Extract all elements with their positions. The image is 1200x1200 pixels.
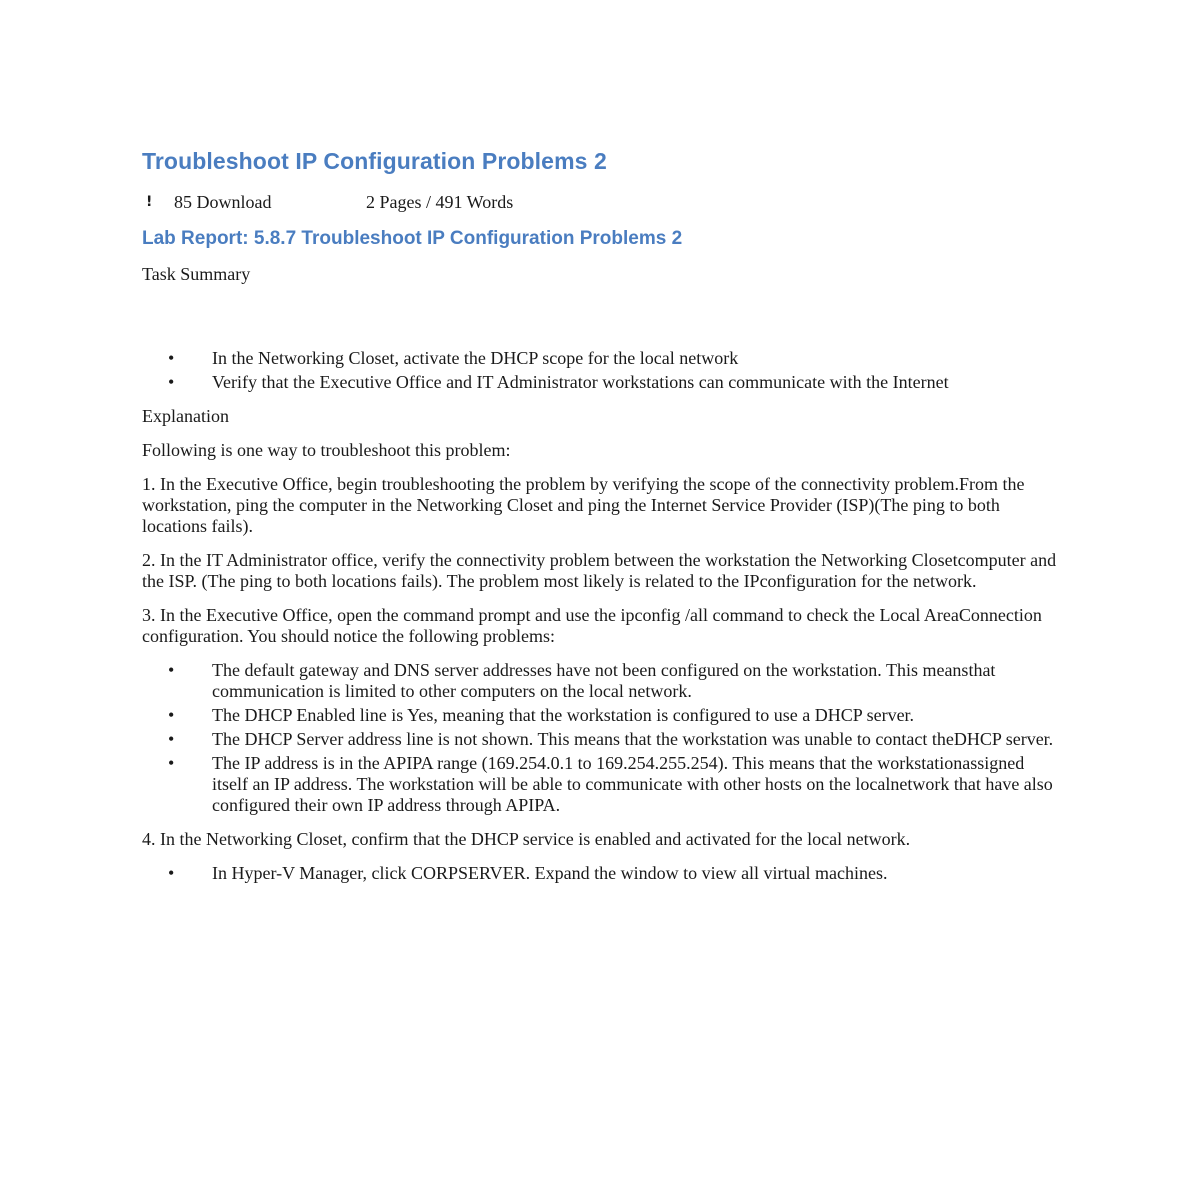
- step-4-paragraph: 4. In the Networking Closet, confirm that the DHCP service is enabled and activated for the local network.: [142, 829, 911, 849]
- list-item-text: The default gateway and DNS server addresses have not been configured on the workstation. This meansthat communication is limited to other computers on the local network.: [212, 660, 996, 701]
- list-item: [142, 863, 1062, 884]
- explanation-heading: Explanation: [142, 406, 229, 426]
- list-item: [142, 705, 1062, 726]
- list-item-text: The DHCP Server address line is not shown. This means that the workstation was unable to contact theDHCP server.: [212, 729, 1054, 749]
- download-icon: !: [146, 194, 153, 210]
- bullet: •: [168, 705, 175, 725]
- intro-paragraph: Following is one way to troubleshoot this problem:: [142, 440, 511, 460]
- list-item: [142, 660, 1062, 702]
- document-page: [142, 146, 1062, 897]
- step-2-paragraph: 2. In the IT Administrator office, verify the connectivity problem between the workstation the Networking Closetcomputer and the ISP. (The ping to both locations fails). The problem most likely is related to the IPconfiguration for the network.: [142, 550, 1057, 591]
- list-item: [142, 753, 1062, 816]
- step-4-list: [142, 863, 1062, 884]
- bullet: •: [168, 863, 175, 883]
- list-item-text: In Hyper-V Manager, click CORPSERVER. Expand the window to view all virtual machines.: [212, 863, 888, 883]
- bullet: •: [168, 753, 175, 773]
- lab-report-title: Lab Report: 5.8.7 Troubleshoot IP Configuration Problems 2: [142, 228, 683, 249]
- list-item-text: In the Networking Closet, activate the DHCP scope for the local network: [212, 348, 739, 368]
- bullet: •: [168, 729, 175, 749]
- list-item: [142, 729, 1062, 750]
- bullet: •: [168, 372, 175, 392]
- task-summary-heading: Task Summary: [142, 264, 251, 284]
- step-3-list: [142, 660, 1062, 816]
- bullet: •: [168, 348, 175, 368]
- list-item-text: Verify that the Executive Office and IT Administrator workstations can communicate with the Internet: [212, 372, 949, 392]
- step-1-paragraph: 1. In the Executive Office, begin troubleshooting the problem by verifying the scope of the connectivity problem.From the workstation, ping the computer in the Networking Closet and ping the Internet Service Provider (ISP)(The ping to both locations fails).: [142, 474, 1025, 536]
- document-title: Troubleshoot IP Configuration Problems 2: [142, 148, 607, 174]
- list-item-text: The IP address is in the APIPA range (169.254.0.1 to 169.254.255.254). This means that the workstationassigned itself an IP address. The workstation will be able to communicate with other hosts on the localnetwork that have also configured their own IP address through APIPA.: [212, 753, 1053, 815]
- list-item: [142, 372, 1062, 393]
- step-3-paragraph: 3. In the Executive Office, open the command prompt and use the ipconfig /all command to check the Local AreaConnection configuration. You should notice the following problems:: [142, 605, 1042, 646]
- document-meta: [142, 190, 1062, 214]
- page-word-count: 2 Pages / 491 Words: [366, 192, 514, 212]
- bullet: •: [168, 660, 175, 680]
- list-item: [142, 348, 1062, 369]
- download-count: 85 Download: [174, 192, 272, 212]
- task-list: [142, 348, 1062, 393]
- spacer: [142, 298, 1062, 348]
- list-item-text: The DHCP Enabled line is Yes, meaning that the workstation is configured to use a DHCP server.: [212, 705, 915, 725]
